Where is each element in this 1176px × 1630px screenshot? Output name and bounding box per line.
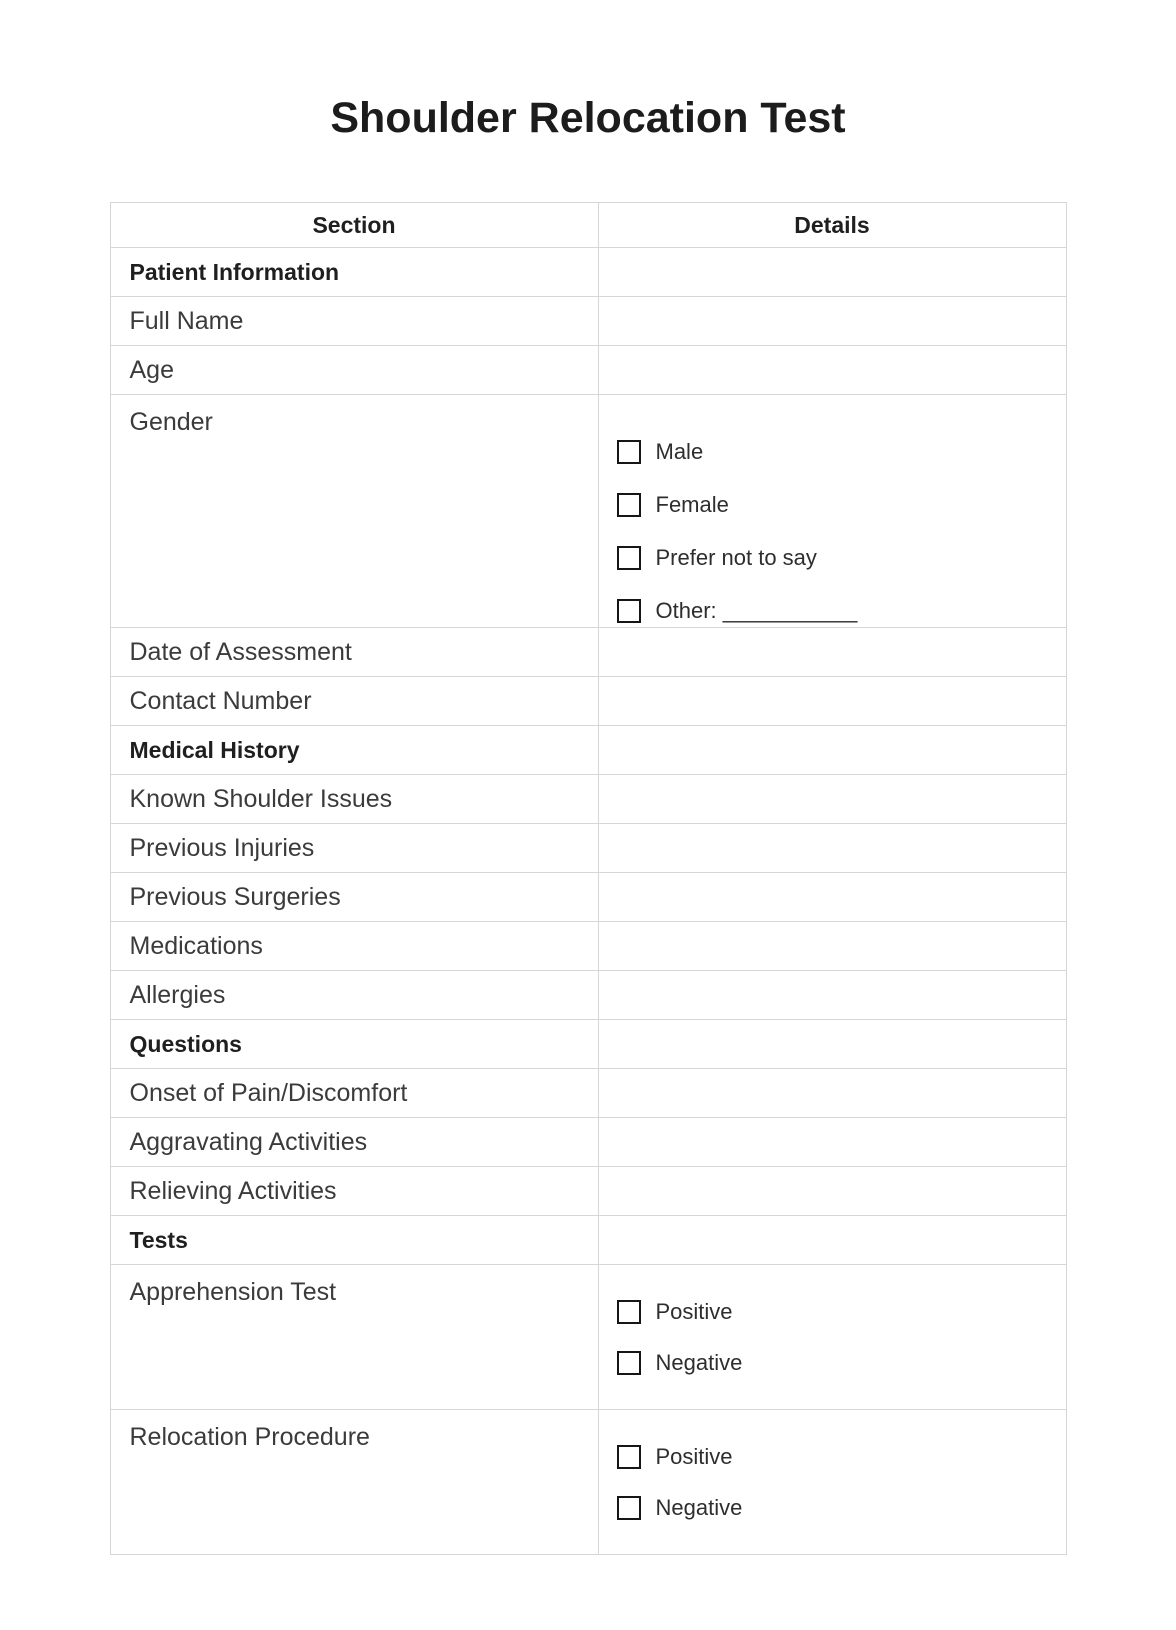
checkbox[interactable]: [617, 1300, 641, 1324]
details-cell: [598, 346, 1066, 395]
row-label: Date of Assessment: [129, 637, 352, 666]
row-label-cell: [110, 922, 598, 971]
row-label: Relocation Procedure: [129, 1423, 370, 1451]
checkbox-label: Other: ___________: [655, 598, 858, 623]
checkbox-option: [617, 1444, 1066, 1470]
checkbox[interactable]: [617, 1445, 641, 1469]
checkbox[interactable]: [617, 1351, 641, 1375]
details-cell: [598, 1020, 1066, 1069]
table-row: [110, 346, 1066, 395]
checkbox-label: Negative: [655, 1350, 743, 1375]
details-cell: [598, 677, 1066, 726]
table-row: [110, 1167, 1066, 1216]
checkbox-group: [599, 1265, 1066, 1376]
row-label: Allergies: [129, 980, 226, 1009]
details-cell: [598, 297, 1066, 346]
row-label: Apprehension Test: [129, 1278, 337, 1306]
row-label-cell: [110, 1167, 598, 1216]
row-label: Known Shoulder Issues: [129, 784, 393, 813]
checkbox[interactable]: [617, 1496, 641, 1520]
details-cell: [598, 873, 1066, 922]
section-heading-cell: [110, 1216, 598, 1265]
details-cell: [598, 922, 1066, 971]
checkbox-option: [617, 545, 1066, 571]
row-label-cell: [110, 677, 598, 726]
row-label-cell: [110, 971, 598, 1020]
row-label-cell: [110, 1410, 598, 1555]
checkbox[interactable]: [617, 546, 641, 570]
row-label: Previous Surgeries: [129, 882, 341, 911]
column-header-details: Details: [598, 203, 1066, 248]
checkbox-option: [617, 598, 1066, 624]
table-row: [110, 922, 1066, 971]
row-label: Gender: [129, 408, 213, 436]
row-label-cell: [110, 628, 598, 677]
table-row: [110, 1020, 1066, 1069]
details-cell: [598, 726, 1066, 775]
checkbox-label: Prefer not to say: [655, 545, 817, 570]
row-label-cell: [110, 346, 598, 395]
details-cell: [598, 628, 1066, 677]
table-header-row: [110, 203, 1066, 248]
details-cell: [598, 1410, 1066, 1555]
row-label-cell: [110, 873, 598, 922]
row-label-cell: [110, 775, 598, 824]
form-table: [110, 202, 1067, 1555]
checkbox-option: [617, 492, 1066, 518]
table-row: [110, 248, 1066, 297]
checkbox[interactable]: [617, 599, 641, 623]
details-cell: [598, 775, 1066, 824]
row-label: Relieving Activities: [129, 1176, 337, 1205]
table-row: [110, 395, 1066, 628]
row-label-cell: [110, 824, 598, 873]
row-label-cell: [110, 395, 598, 628]
table-row: [110, 677, 1066, 726]
page-title: Shoulder Relocation Test: [330, 94, 846, 142]
row-label: Onset of Pain/Discomfort: [129, 1078, 408, 1107]
details-cell: [598, 1265, 1066, 1410]
checkbox-option: [617, 1495, 1066, 1521]
section-heading-cell: [110, 726, 598, 775]
row-label: Age: [129, 355, 174, 384]
row-label-cell: [110, 297, 598, 346]
checkbox-group: [599, 1410, 1066, 1521]
details-cell: [598, 248, 1066, 297]
section-heading: Medical History: [129, 736, 300, 763]
column-header-section: Section: [110, 203, 598, 248]
checkbox-option: [617, 1299, 1066, 1325]
checkbox-label: Positive: [655, 1444, 733, 1469]
row-label-cell: [110, 1069, 598, 1118]
checkbox-label: Male: [655, 439, 704, 464]
table-row: [110, 1216, 1066, 1265]
table-row: [110, 824, 1066, 873]
table-row: [110, 971, 1066, 1020]
checkbox-option: [617, 1350, 1066, 1376]
checkbox-label: Negative: [655, 1495, 743, 1520]
checkbox[interactable]: [617, 493, 641, 517]
row-label: Medications: [129, 931, 263, 960]
section-heading: Questions: [129, 1030, 242, 1057]
checkbox-label: Positive: [655, 1299, 733, 1324]
section-heading-cell: [110, 248, 598, 297]
table-row: [110, 1265, 1066, 1410]
table-row: [110, 775, 1066, 824]
table-row: [110, 1069, 1066, 1118]
details-cell: [598, 1118, 1066, 1167]
details-cell: [598, 824, 1066, 873]
checkbox-option: [617, 439, 1066, 465]
row-label: Full Name: [129, 306, 244, 335]
row-label: Previous Injuries: [129, 833, 315, 862]
row-label-cell: [110, 1265, 598, 1410]
table-row: [110, 1410, 1066, 1555]
section-heading-cell: [110, 1020, 598, 1069]
table-row: [110, 726, 1066, 775]
details-cell: [598, 395, 1066, 628]
details-cell: [598, 971, 1066, 1020]
row-label-cell: [110, 1118, 598, 1167]
table-row: [110, 297, 1066, 346]
table-row: [110, 628, 1066, 677]
details-cell: [598, 1216, 1066, 1265]
section-heading: Patient Information: [129, 258, 340, 285]
row-label: Contact Number: [129, 686, 312, 715]
section-heading: Tests: [129, 1226, 188, 1253]
checkbox-group: [599, 395, 1066, 624]
table-row: [110, 873, 1066, 922]
checkbox[interactable]: [617, 440, 641, 464]
details-cell: [598, 1069, 1066, 1118]
checkbox-label: Female: [655, 492, 729, 517]
row-label: Aggravating Activities: [129, 1127, 368, 1156]
details-cell: [598, 1167, 1066, 1216]
table-row: [110, 1118, 1066, 1167]
